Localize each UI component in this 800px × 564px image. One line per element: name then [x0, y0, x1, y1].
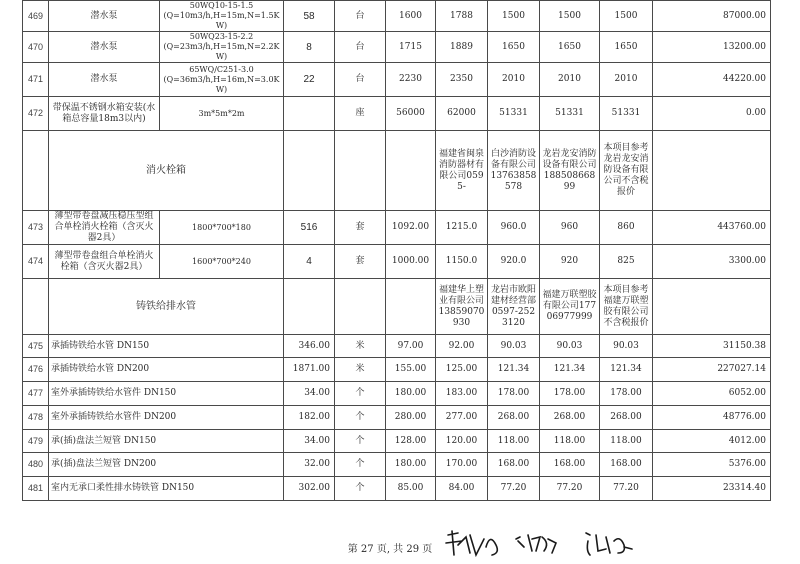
quantity: 22 [284, 63, 335, 97]
price-2: 170.00 [436, 453, 488, 477]
line-total: 443760.00 [653, 211, 771, 245]
price-3: 118.00 [488, 430, 540, 453]
unit: 个 [335, 430, 386, 453]
price-3: 2010 [488, 63, 540, 97]
price-3: 77.20 [488, 477, 540, 501]
unit: 个 [335, 406, 386, 430]
price-3: 51331 [488, 97, 540, 131]
quantity: 8 [284, 32, 335, 63]
price-1: 180.00 [386, 382, 436, 406]
price-5: 51331 [600, 97, 653, 131]
page-number: 第 27 页, 共 29 页 [347, 544, 433, 555]
reference-note: 本项目参考龙岩龙安消防设备有限公司不含税报价 [600, 131, 653, 211]
price-2: 277.00 [436, 406, 488, 430]
unit: 米 [335, 358, 386, 382]
price-5: 860 [600, 211, 653, 245]
table-row [23, 477, 771, 501]
price-5: 118.00 [600, 430, 653, 453]
section-blank [23, 279, 49, 335]
line-total: 4012.00 [653, 430, 771, 453]
price-1: 280.00 [386, 406, 436, 430]
item-spec: 50WQ10-15-1.5 (Q=10m3/h,H=15m,N=1.5KW) [160, 1, 284, 32]
item-name: 承(插)盘法兰短管 DN150 [49, 430, 284, 453]
unit: 个 [335, 477, 386, 501]
price-3: 1650 [488, 32, 540, 63]
quantity: 4 [284, 245, 335, 279]
vendor-quote-3: 龙岩龙安消防设备有限公司18850866899 [540, 131, 600, 211]
item-spec: 3m*5m*2m [160, 97, 284, 131]
quantity: 1871.00 [284, 358, 335, 382]
price-1: 56000 [386, 97, 436, 131]
unit: 套 [335, 211, 386, 245]
table-row [23, 335, 771, 358]
price-4: 2010 [540, 63, 600, 97]
item-spec: 1600*700*240 [160, 245, 284, 279]
price-4: 920 [540, 245, 600, 279]
unit: 套 [335, 245, 386, 279]
price-1: 1715 [386, 32, 436, 63]
line-total: 48776.00 [653, 406, 771, 430]
quantity: 34.00 [284, 382, 335, 406]
price-2: 1150.0 [436, 245, 488, 279]
quantity: 58 [284, 1, 335, 32]
table-row [23, 245, 771, 279]
price-2: 2350 [436, 63, 488, 97]
table-row [23, 1, 771, 32]
row-number: 475 [23, 335, 49, 358]
price-4: 268.00 [540, 406, 600, 430]
unit: 台 [335, 1, 386, 32]
item-name: 室内无承口柔性排水铸铁管 DN150 [49, 477, 284, 501]
line-total: 87000.00 [653, 1, 771, 32]
row-number: 472 [23, 97, 49, 131]
item-name: 室外承插铸铁给水管件 DN150 [49, 382, 284, 406]
price-1: 128.00 [386, 430, 436, 453]
item-name: 薄型带卷盘组合单栓消火栓箱（含灭火器2具） [49, 245, 160, 279]
price-1: 97.00 [386, 335, 436, 358]
quantity [284, 97, 335, 131]
price-3: 121.34 [488, 358, 540, 382]
section-header-row [23, 131, 771, 211]
price-4: 51331 [540, 97, 600, 131]
item-spec: 50WQ23-15-2.2 (Q=23m3/h,H=15m,N=2.2KW) [160, 32, 284, 63]
unit: 个 [335, 382, 386, 406]
row-number: 480 [23, 453, 49, 477]
table-row [23, 406, 771, 430]
empty-cell [653, 131, 771, 211]
unit: 个 [335, 453, 386, 477]
line-total: 13200.00 [653, 32, 771, 63]
item-spec: 65WQ/C251-3.0 (Q=36m3/h,H=16m,N=3.0KW) [160, 63, 284, 97]
handwritten-signatures [440, 525, 640, 561]
price-1: 155.00 [386, 358, 436, 382]
vendor-quote-2: 龙岩市欧阳建材经营部0597-2523120 [488, 279, 540, 335]
empty-cell [386, 279, 436, 335]
price-1: 2230 [386, 63, 436, 97]
section-title: 铸铁给排水管 [49, 279, 284, 335]
row-number: 473 [23, 211, 49, 245]
empty-cell [284, 279, 335, 335]
reference-note: 本项目参考福建万联塑胶有限公司不含税报价 [600, 279, 653, 335]
quantity: 302.00 [284, 477, 335, 501]
price-5: 268.00 [600, 406, 653, 430]
price-1: 1000.00 [386, 245, 436, 279]
table-row [23, 97, 771, 131]
item-name: 潜水泵 [49, 63, 160, 97]
row-number: 477 [23, 382, 49, 406]
line-total: 5376.00 [653, 453, 771, 477]
price-3: 1500 [488, 1, 540, 32]
price-2: 183.00 [436, 382, 488, 406]
price-5: 2010 [600, 63, 653, 97]
price-3: 960.0 [488, 211, 540, 245]
price-1: 85.00 [386, 477, 436, 501]
item-name: 薄型带卷盘减压稳压型组合单栓消火栓箱（含灭火器2具） [49, 211, 160, 245]
price-3: 178.00 [488, 382, 540, 406]
vendor-quote-1: 福建省闽泉消防器材有限公司0595- [436, 131, 488, 211]
price-4: 178.00 [540, 382, 600, 406]
price-3: 268.00 [488, 406, 540, 430]
price-5: 825 [600, 245, 653, 279]
price-2: 1889 [436, 32, 488, 63]
item-spec: 1800*700*180 [160, 211, 284, 245]
quantity: 32.00 [284, 453, 335, 477]
empty-cell [386, 131, 436, 211]
price-4: 121.34 [540, 358, 600, 382]
row-number: 469 [23, 1, 49, 32]
price-5: 121.34 [600, 358, 653, 382]
line-total: 0.00 [653, 97, 771, 131]
price-4: 118.00 [540, 430, 600, 453]
line-total: 23314.40 [653, 477, 771, 501]
vendor-quote-3: 福建万联塑胶有限公司17706977999 [540, 279, 600, 335]
item-name: 潜水泵 [49, 1, 160, 32]
price-5: 77.20 [600, 477, 653, 501]
price-4: 1650 [540, 32, 600, 63]
empty-cell [335, 131, 386, 211]
price-1: 180.00 [386, 453, 436, 477]
quantity: 182.00 [284, 406, 335, 430]
line-total: 3300.00 [653, 245, 771, 279]
line-total: 227027.14 [653, 358, 771, 382]
item-name: 带保温不锈钢水箱安装(水箱总容量18m3以内) [49, 97, 160, 131]
price-2: 92.00 [436, 335, 488, 358]
price-5: 1500 [600, 1, 653, 32]
empty-cell [653, 279, 771, 335]
item-name: 承(插)盘法兰短管 DN200 [49, 453, 284, 477]
line-total: 31150.38 [653, 335, 771, 358]
table-row [23, 63, 771, 97]
price-5: 90.03 [600, 335, 653, 358]
row-number: 476 [23, 358, 49, 382]
item-name: 室外承插铸铁给水管件 DN200 [49, 406, 284, 430]
quantity: 346.00 [284, 335, 335, 358]
price-4: 960 [540, 211, 600, 245]
row-number: 478 [23, 406, 49, 430]
price-5: 1650 [600, 32, 653, 63]
price-4: 1500 [540, 1, 600, 32]
price-5: 168.00 [600, 453, 653, 477]
unit: 台 [335, 32, 386, 63]
price-1: 1600 [386, 1, 436, 32]
price-4: 90.03 [540, 335, 600, 358]
quantity: 516 [284, 211, 335, 245]
price-2: 125.00 [436, 358, 488, 382]
price-4: 168.00 [540, 453, 600, 477]
section-title: 消火栓箱 [49, 131, 284, 211]
price-1: 1092.00 [386, 211, 436, 245]
price-4: 77.20 [540, 477, 600, 501]
table-row [23, 211, 771, 245]
row-number: 481 [23, 477, 49, 501]
item-name: 潜水泵 [49, 32, 160, 63]
price-2: 84.00 [436, 477, 488, 501]
unit: 台 [335, 63, 386, 97]
unit: 座 [335, 97, 386, 131]
price-2: 1788 [436, 1, 488, 32]
table-row [23, 453, 771, 477]
table-row [23, 32, 771, 63]
row-number: 479 [23, 430, 49, 453]
item-name: 承插铸铁给水管 DN200 [49, 358, 284, 382]
quantity: 34.00 [284, 430, 335, 453]
row-number: 474 [23, 245, 49, 279]
section-blank [23, 131, 49, 211]
empty-cell [284, 131, 335, 211]
price-3: 168.00 [488, 453, 540, 477]
price-2: 120.00 [436, 430, 488, 453]
table-row [23, 382, 771, 406]
vendor-quote-1: 福建华上塑业有限公司13859070930 [436, 279, 488, 335]
table-row [23, 430, 771, 453]
price-3: 920.0 [488, 245, 540, 279]
line-total: 44220.00 [653, 63, 771, 97]
price-5: 178.00 [600, 382, 653, 406]
price-3: 90.03 [488, 335, 540, 358]
table-row [23, 358, 771, 382]
unit: 米 [335, 335, 386, 358]
price-comparison-table [22, 0, 771, 501]
row-number: 471 [23, 63, 49, 97]
price-2: 62000 [436, 97, 488, 131]
price-2: 1215.0 [436, 211, 488, 245]
line-total: 6052.00 [653, 382, 771, 406]
item-name: 承插铸铁给水管 DN150 [49, 335, 284, 358]
empty-cell [335, 279, 386, 335]
row-number: 470 [23, 32, 49, 63]
section-header-row [23, 279, 771, 335]
page-footer [0, 540, 800, 555]
vendor-quote-2: 白沙消防设备有限公司13763858578 [488, 131, 540, 211]
